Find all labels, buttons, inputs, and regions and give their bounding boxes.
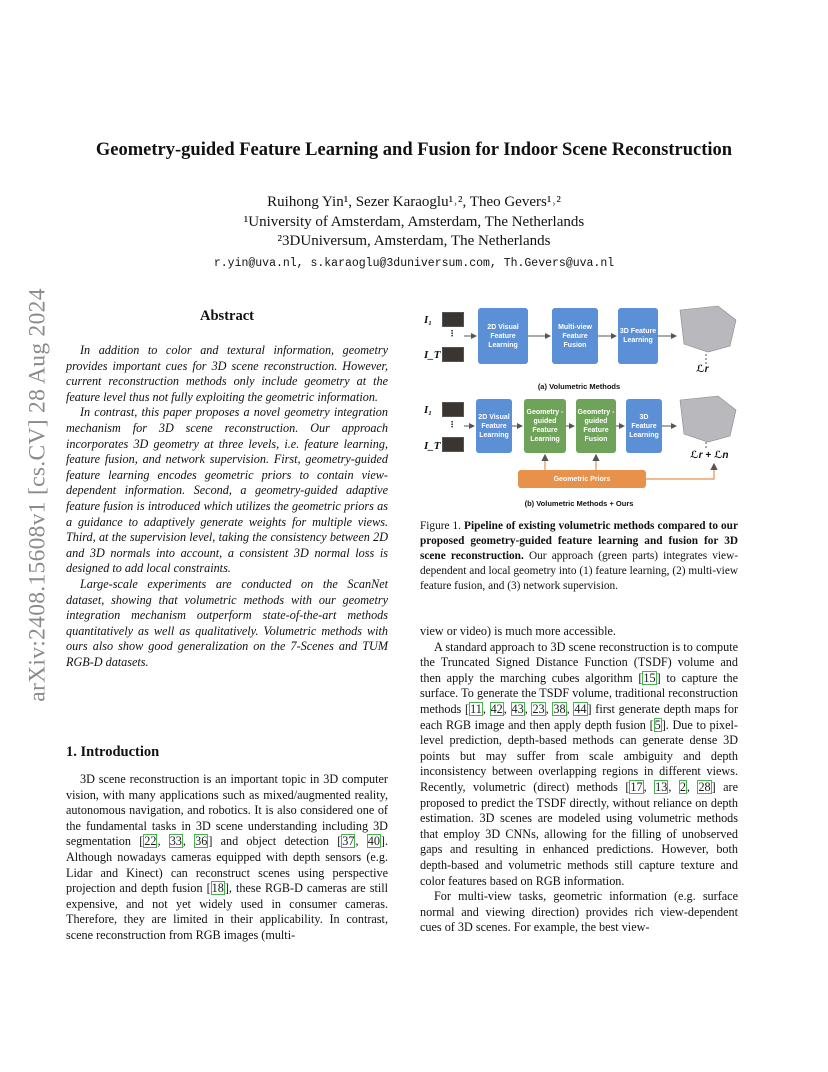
caption-label: Figure 1.: [420, 520, 465, 532]
input-image-label-first: I₁: [424, 314, 433, 326]
affiliation-2: ²3DUniversum, Amsterdam, The Netherlands: [277, 233, 551, 249]
citation-link[interactable]: 18: [211, 881, 224, 896]
text-span: , these RGB-D cameras are still expensive, and not yet widely used in consumer cameras. Therefore, they are limited in their applicability. In contrast, scene reconstruction from RGB images (multi-: [66, 881, 388, 942]
figure-arrows: [418, 300, 740, 512]
box-2d-visual-feature-learning: 2D Visual Feature Learning: [478, 308, 528, 364]
loss-reconstruction: ℒr: [696, 364, 709, 375]
box-multiview-feature-fusion: Multi-view Feature Fusion: [552, 308, 598, 364]
abstract-body: [66, 343, 388, 670]
intro-paragraph: 3D scene reconstruction is an important topic in 3D computer vision, with many applications such as mixed/augmented reality, autonomous navigation, and robotics. It is also considered one of the fundamental tasks in 3D scene understanding including 3D segmentation [22, 33, 36] and object detection [37, 40]. Although nowadays cameras equipped with depth sensors (e.g. Lidar and Kinect) can reconstruct scenes using perspective projection and depth fusion [18], these RGB-D cameras are still expensive, and not yet widely used in consumer cameras. Therefore, they are limited in their applicability. In contrast, scene reconstruction from RGB images (multi-: [66, 772, 389, 942]
loss-reconstruction-normal: ℒr + ℒn: [690, 450, 729, 461]
citation-link[interactable]: 15: [643, 670, 656, 685]
citation-link[interactable]: 2: [679, 779, 686, 794]
author-emails: r.yin@uva.nl, s.karaoglu@3duniversum.com, Th.Gevers@uva.nl: [213, 257, 615, 270]
figure-subcaption-b: (b) Volumetric Methods + Ours: [524, 499, 634, 508]
authors: Ruihong Yin¹, Sezer Karaoglu¹˒², Theo Gevers¹˒²: [267, 194, 561, 210]
box-3d-feature-learning: 3D Feature Learning: [626, 399, 662, 453]
mesh-output-b: [680, 396, 736, 442]
citation-link[interactable]: 11: [470, 701, 482, 716]
input-image-label-last: I_T: [424, 440, 441, 452]
citation-link[interactable]: 22: [144, 834, 157, 849]
paper-title: Geometry-guided Feature Learning and Fusion for Indoor Scene Reconstruction: [95, 140, 733, 160]
input-image-label-first: I₁: [424, 404, 433, 416]
caption-text: Our approach (green parts) integrates view-dependent and local geometry into (1) feature learning, (2) multi-view feature fusion, and (3) network supervision.: [420, 550, 738, 592]
citation-link[interactable]: 42: [490, 701, 503, 716]
abstract-paragraph: In addition to color and textural information, geometry provides important cues for 3D scene reconstruction. However, current reconstruction methods only include geometry at the feature level thus not fully exploiting the geometric information.: [66, 343, 388, 404]
affiliation-1: ¹University of Amsterdam, Amsterdam, The Netherlands: [243, 214, 585, 230]
introduction-body: [66, 772, 388, 944]
box-2d-visual-feature-learning: 2D Visual Feature Learning: [476, 399, 512, 453]
right-paragraph: view or video) is much more accessible.: [420, 624, 616, 638]
citation-link[interactable]: 37: [342, 834, 355, 849]
citation-link[interactable]: 17: [630, 779, 643, 794]
figure-1-pipeline: [418, 300, 740, 512]
input-image-label-last: I_T: [424, 349, 441, 361]
box-geometric-priors: Geometric Priors: [518, 470, 646, 488]
citation-link[interactable]: 43: [511, 701, 524, 716]
right-paragraph: For multi-view tasks, geometric information (e.g. surface normal and viewing direction) provides rich view-dependent cues of 3D scenes. For example, the best view-: [420, 889, 738, 935]
text-span: . Although nowadays cameras equipped with depth sensors (e.g. Lidar and Kinect) can reconstruct scenes using perspective projection and depth fusion: [66, 834, 389, 896]
text-span: first generate depth maps for each RGB image and then apply depth fusion: [420, 701, 739, 732]
text-span: are proposed to predict the TSDF directly, without reliance on depth estimation. 3D scenes are modeled using volumetric methods that employ 3D CNNs, allowing for the filling of unobserved gaps and resulting in enhanced predictions. However, both depth-based and volumetric methods still capture texture and color features based on RGB information.: [420, 779, 739, 888]
caption-bold-text: Pipeline of existing volumetric methods compared to our proposed geometry-guided feature learning and fusion for 3D scene reconstruction.: [420, 520, 738, 562]
text-span: . Due to pixel-level prediction, depth-based methods can generate dense 3D points but may suffer from scale ambiguity and depth inconsistency between overlapping regions in different views. Recently, volumetric (direct) methods: [420, 717, 738, 794]
arrow-priors-to-loss: [646, 464, 714, 479]
ellipsis-vertical: ⋮: [448, 420, 456, 429]
box-3d-feature-learning: 3D Feature Learning: [618, 308, 658, 364]
right-paragraph: A standard approach to 3D scene reconstruction is to compute the Truncated Signed Distance Function (TSDF) volume and then apply the marching cubes algorithm [15] to capture the surface. To generate the TSDF volume, traditional reconstruction methods [11, 42, 43, 23, 38, 44] first generate depth maps for each RGB image and then apply depth fusion [5]. Due to pixel-level prediction, depth-based methods can generate dense 3D points but may suffer from scale ambiguity and depth inconsistency between overlapping regions in different views. Recently, volumetric (direct) methods [17, 13, 2, 28] are proposed to predict the TSDF directly, without reliance on depth estimation. 3D scenes are modeled using volumetric methods that employ 3D CNNs, allowing for the filling of unobserved gaps and resulting in enhanced predictions. However, both depth-based and volumetric methods still capture texture and color features based on RGB information.: [420, 639, 739, 888]
text-span: to capture the surface. To generate the TSDF volume, traditional reconstruction methods: [420, 670, 738, 716]
citation-link[interactable]: 23: [532, 701, 545, 716]
text-span: and object detection: [212, 834, 338, 849]
mesh-output-a: [680, 306, 736, 352]
citation-link[interactable]: 13: [655, 779, 668, 794]
citation-link[interactable]: 5: [654, 717, 661, 732]
box-geometry-guided-feature-fusion: Geometry -guided Feature Fusion: [576, 399, 616, 453]
citation-link[interactable]: 36: [195, 834, 208, 849]
arxiv-id-text: arXiv:2408.15608v1 [cs.CV] 28 Aug 2024: [24, 288, 51, 702]
citation-link[interactable]: 33: [169, 834, 182, 849]
ellipsis-vertical: ⋮: [448, 329, 456, 338]
citation-link[interactable]: 40: [367, 834, 380, 849]
citation-link[interactable]: 28: [698, 779, 711, 794]
figure-subcaption-a: (a) Volumetric Methods: [537, 382, 621, 391]
abstract-paragraph: In contrast, this paper proposes a novel geometry integration mechanism for 3D scene reconstruction. Our approach incorporates 3D geometry at three levels, i.e. feature learning, feature fusion, and network supervision. First, geometry-guided feature learning encodes geometric priors to contain view-dependent information. Second, a geometry-guided adaptive feature fusion is introduced which utilizes the geometric priors as a guidance to adaptively generate weights for multiple views. Third, at the supervision level, taking the consistency between 2D and 3D normals into account, a consistent 3D normal loss is designed to add local constraints.: [66, 405, 388, 576]
text-span: A standard approach to 3D scene reconstruction is to compute the Truncated Signed Distance Function (TSDF) volume and then apply the marching cubes algorithm: [420, 639, 738, 685]
citation-link[interactable]: 44: [574, 701, 587, 716]
right-column-body: [420, 624, 738, 936]
section-heading-introduction: 1. Introduction: [66, 744, 160, 760]
figure-1-caption: [420, 519, 738, 594]
abstract-paragraph: Large-scale experiments are conducted on the ScanNet dataset, showing that volumetric methods with our geometry integration mechanism outperform state-of-the-art methods quantitatively as well as qualitatively. Volumetric methods with ours also show good generalization on the 7-Scenes and TUM RGB-D datasets.: [66, 576, 388, 669]
box-geometry-guided-feature-learning: Geometry -guided Feature Learning: [524, 399, 566, 453]
abstract-heading: Abstract: [200, 308, 254, 324]
citation-link[interactable]: 38: [553, 701, 566, 716]
arxiv-identifier: [18, 280, 58, 710]
text-span: 3D scene reconstruction is an important topic in 3D computer vision, with many applications such as mixed/augmented reality, autonomous navigation, and robotics. It is also considered one of the fundamental tasks in 3D scene understanding including 3D segmentation: [66, 772, 388, 849]
